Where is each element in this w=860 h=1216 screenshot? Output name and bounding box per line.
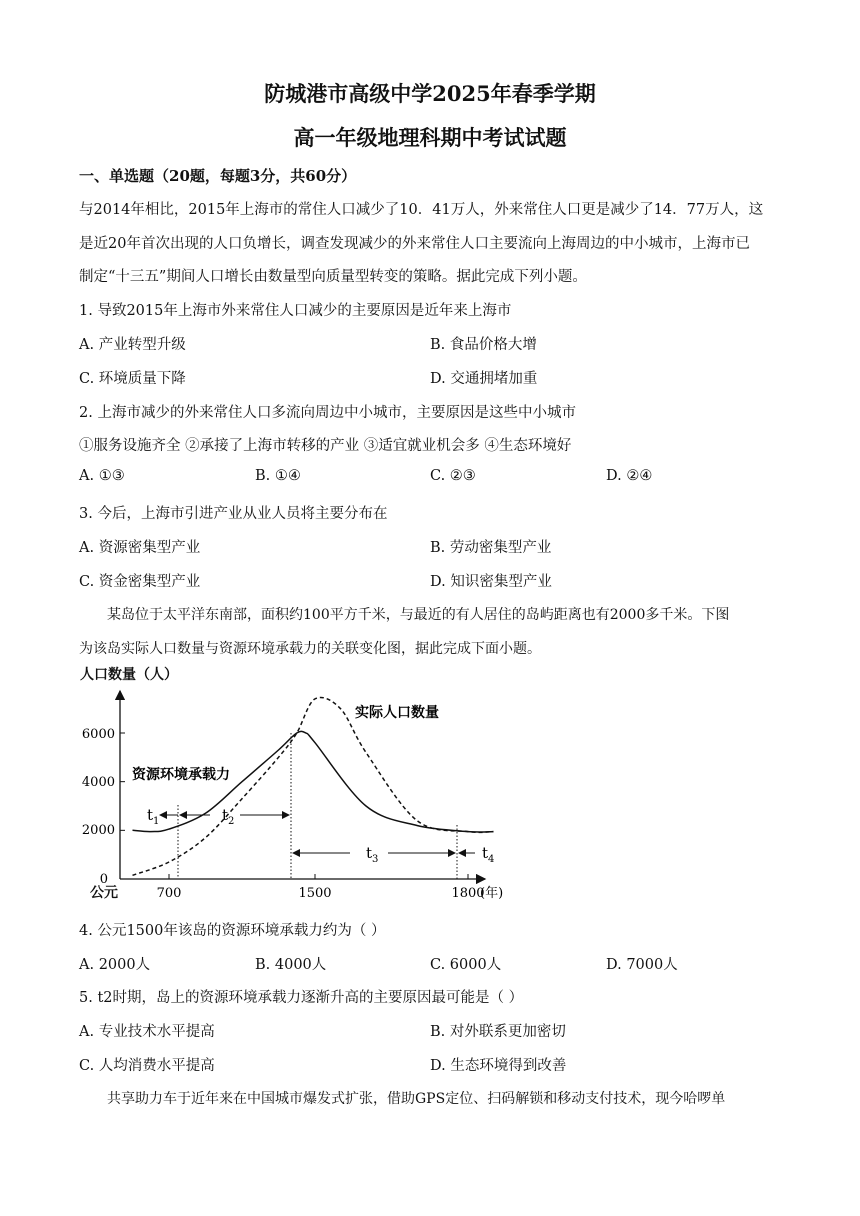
t4-label: $t_4$ <box>482 844 495 865</box>
y-tick-4000: 4000 <box>81 775 115 790</box>
option-d: D. 7000人 <box>606 957 678 973</box>
option-b: B. 劳动密集型产业 <box>430 540 552 556</box>
option-a: A. ①③ <box>79 468 125 484</box>
y-tick-6000: 6000 <box>81 727 115 742</box>
population-capacity-chart <box>70 665 504 901</box>
passage-line: 是近20年首次出现的人口负增长，调查发现减少的外来常住人口主要流向上海周边的中小城市，上海市已 <box>79 236 750 252</box>
option-c: C. 环境质量下降 <box>79 371 186 387</box>
question-stem: 1. 导致2015年上海市外来常住人口减少的主要原因是近年来上海市 <box>79 303 512 319</box>
page-subtitle: 高一年级地理科期中考试试题 <box>293 125 567 150</box>
option-d: D. ②④ <box>606 468 653 484</box>
option-d: D. 交通拥堵加重 <box>430 371 538 387</box>
question-stem: 2. 上海市减少的外来常住人口多流向周边中小城市，主要原因是这些中小城市 <box>79 405 576 421</box>
x-tick-1500: 1500 <box>298 886 332 901</box>
t2-label: $t_2$ <box>222 806 235 827</box>
y-tick-2000: 2000 <box>81 823 115 838</box>
option-b: B. 对外联系更加密切 <box>430 1024 566 1040</box>
passage-line: 为该岛实际人口数量与资源环境承载力的关联变化图，据此完成下面小题。 <box>79 641 541 657</box>
option-c: C. ②③ <box>430 468 476 484</box>
passage-line: 与2014年相比，2015年上海市的常住人口减少了10．41万人，外来常住人口更是减少了14．77万人，这 <box>79 202 764 218</box>
passage-line: 某岛位于太平洋东南部，面积约100平方千米，与最近的有人居住的岛屿距离也有2000多千米。下图 <box>107 607 730 623</box>
option-c: C. 6000人 <box>430 957 502 973</box>
question-stem: 4. 公元1500年该岛的资源环境承载力约为（ ） <box>79 923 386 939</box>
x-tick-700: 700 <box>156 886 182 901</box>
passage-line: 制定“十三五”期间人口增长由数量型向质量型转变的策略。据此完成下列小题。 <box>79 269 587 285</box>
section-heading: 一、单选题（20题，每题3分，共60分） <box>79 167 357 185</box>
y-tick-0: 0 <box>99 872 108 887</box>
passage-line: 共享助力车于近年来在中国城市爆发式扩张，借助GPS定位、扫码解锁和移动支付技术，现今哈啰单 <box>107 1091 726 1107</box>
x-tick-1800: 1800 <box>451 886 485 901</box>
population-series-label: 实际人口数量 <box>355 705 439 721</box>
t3-label: $t_3$ <box>366 844 379 865</box>
x-origin-label: 公元 <box>90 885 118 901</box>
option-b: B. 4000人 <box>255 957 327 973</box>
option-b: B. ①④ <box>255 468 301 484</box>
option-a: A. 2000人 <box>79 957 151 973</box>
option-c: C. 人均消费水平提高 <box>79 1058 215 1074</box>
option-b: B. 食品价格大增 <box>430 337 537 353</box>
question-items: ①服务设施齐全 ②承接了上海市转移的产业 ③适宜就业机会多 ④生态环境好 <box>79 438 572 454</box>
option-c: C. 资金密集型产业 <box>79 574 201 590</box>
capacity-series-label: 资源环境承载力 <box>132 767 230 783</box>
population-series-line <box>133 697 494 875</box>
y-axis-label: 人口数量（人） <box>80 667 178 683</box>
t1-label: $t_1$ <box>147 806 160 827</box>
x-axis-label: (年) <box>480 886 504 901</box>
option-a: A. 专业技术水平提高 <box>79 1024 215 1040</box>
option-a: A. 资源密集型产业 <box>79 540 201 556</box>
option-a: A. 产业转型升级 <box>79 337 186 353</box>
option-d: D. 生态环境得到改善 <box>430 1058 567 1074</box>
page-title: 防城港市高级中学2025年春季学期 <box>264 81 596 106</box>
question-stem: 5. t2时期，岛上的资源环境承载力逐渐升高的主要原因最可能是（ ） <box>79 990 524 1006</box>
question-stem: 3. 今后，上海市引进产业从业人员将主要分布在 <box>79 506 388 522</box>
option-d: D. 知识密集型产业 <box>430 574 552 590</box>
